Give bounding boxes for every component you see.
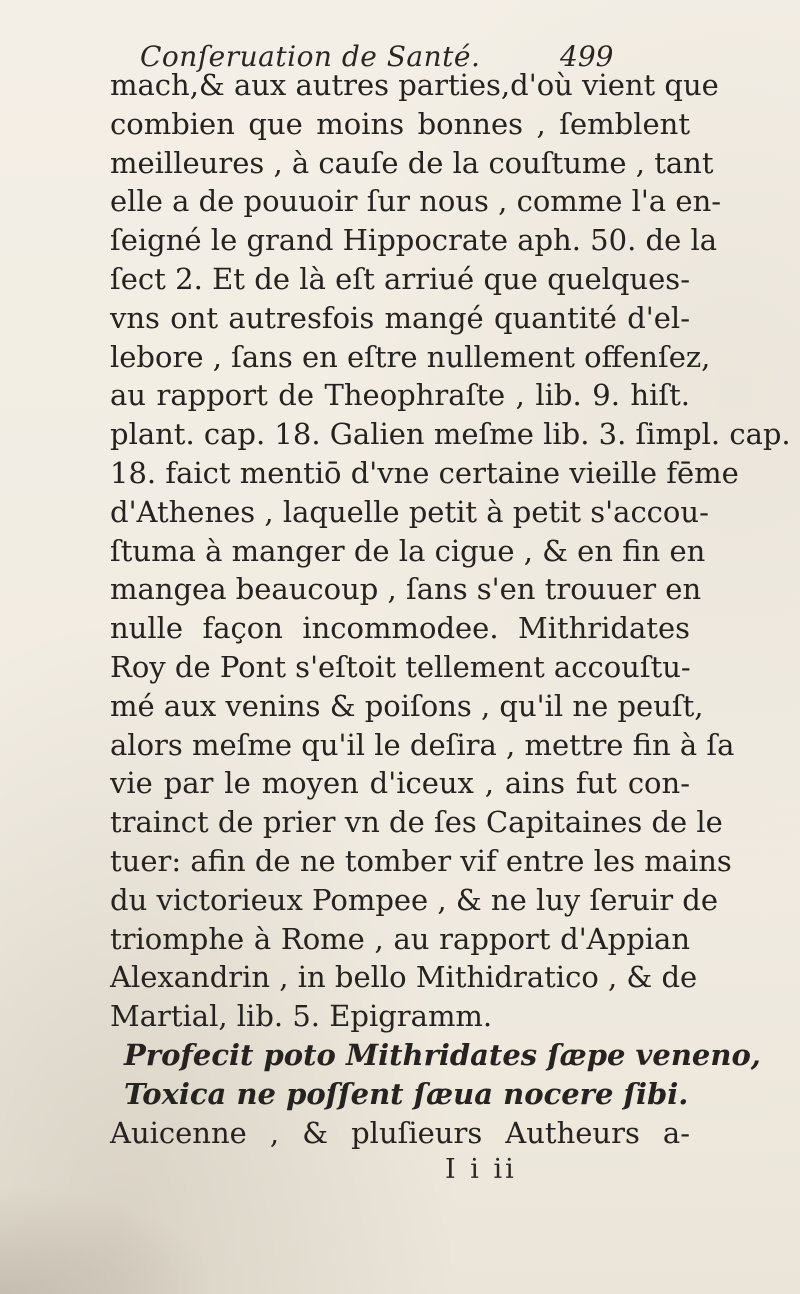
- text-line: ſect 2. Et de là eſt arriué que quelques-: [110, 261, 690, 296]
- text-line: au rapport de Theophraſte , lib. 9. hiſt.: [110, 378, 690, 413]
- text-line: Auicenne , & pluſieurs Autheurs a-: [110, 1115, 690, 1150]
- text-line: combien que moins bonnes , ſemblent: [110, 106, 690, 141]
- text-line: vns ont autresfois mangé quantité d'el-: [110, 300, 690, 335]
- text-line: triomphe à Rome , au rapport d'Appian: [110, 921, 690, 956]
- running-title: Conſeruation de Santé.: [140, 40, 481, 73]
- text-line: mangea beaucoup , ſans s'en trouuer en: [110, 572, 702, 607]
- text-line: trainct de prier vn de ſes Capitaines de le: [110, 805, 723, 840]
- text-line: plant. cap. 18. Galien meſme lib. 3. ſimpl. cap.: [110, 417, 791, 452]
- text-line: mé aux venins & poiſons , qu'il ne peuſt,: [110, 688, 704, 723]
- text-line: d'Athenes , laquelle petit à petit s'accou-: [110, 494, 709, 529]
- page-corner-shadow: [0, 1184, 220, 1294]
- text-line: lebore , ſans en eſtre nullement offenſez,: [110, 339, 711, 374]
- text-line: Roy de Pont s'eſtoit tellement accouſtu-: [110, 649, 691, 684]
- signature-mark: I i ii: [445, 1154, 517, 1185]
- text-line: Alexandrin , in bello Mithidratico , & de: [110, 960, 698, 995]
- text-line: Martial, lib. 5. Epigramm.: [110, 999, 493, 1034]
- text-line: vie par le moyen d'iceux , ains fut con-: [110, 766, 690, 801]
- text-line: elle a de pouuoir ſur nous , comme l'a en-: [110, 184, 722, 219]
- text-line: ſeigné le grand Hippocrate aph. 50. de la: [110, 223, 718, 258]
- text-line: meilleures , à cauſe de la couſtume , tant: [110, 145, 714, 180]
- verse-line: Toxica ne poſſent ſæua nocere ſibi.: [124, 1076, 689, 1111]
- text-line: alors meſme qu'il le deſira , mettre fin à ſa: [110, 727, 735, 762]
- text-line: du victorieux Pompee , & ne luy ſeruir de: [110, 882, 719, 917]
- text-line: tuer: afin de ne tomber vif entre les mains: [110, 843, 732, 878]
- text-line: 18. faict mentiō d'vne certaine vieille fēme: [110, 455, 739, 490]
- body-text: [110, 66, 791, 1152]
- text-line: mach,& aux autres parties,d'où vient que: [110, 68, 719, 102]
- text-line: nulle façon incommodee. Mithridates: [110, 611, 690, 646]
- page-number: 499: [560, 40, 614, 73]
- text-line: ſtuma à manger de la cigue , & en fin en: [110, 533, 706, 568]
- verse-line: Profecit poto Mithridates ſæpe veneno,: [124, 1037, 761, 1072]
